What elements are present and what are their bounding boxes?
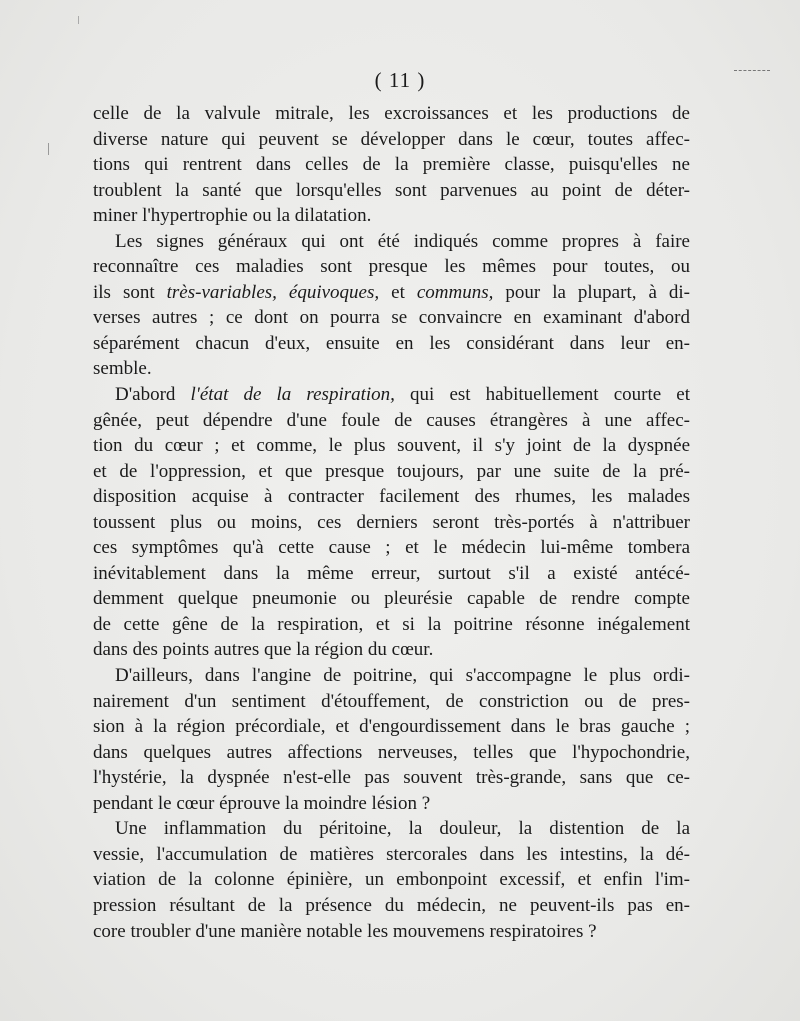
text-line: D'abord l'état de la respiration, qui est habituellement courte et [115,384,690,406]
text-line: pression résultant de la présence du médecin, ne peuvent-ils pas en- [93,894,690,916]
text-line: celle de la valvule mitrale, les excroissances et les productions de [93,103,690,124]
text-line: diverse nature qui peuvent se développer dans le cœur, toutes affec- [93,128,690,150]
text-line: inévitablement dans la même erreur, surtout s'il a existé antécé- [93,562,690,584]
text-line: Les signes généraux qui ont été indiqués comme propres à faire [115,230,690,252]
body-text [93,101,690,944]
text-line: séparément chacun d'eux, ensuite en les considérant dans leur en- [93,332,690,354]
margin-mark [48,143,49,155]
text-line: semble. [93,358,152,380]
text-line: core troubler d'une manière notable les mouvemens respiratoires ? [93,920,597,942]
text-line: tions qui rentrent dans celles de la première classe, puisqu'elles ne [93,154,690,176]
page-number: ( 11 ) [374,68,426,92]
text-line: Une inflammation du péritoine, la douleur, la distention de la [115,818,690,840]
text-line: verses autres ; ce dont on pourra se convaincre en examinant d'abord [93,307,690,329]
text-line: dans quelques autres affections nerveuses, telles que l'hypochondrie, [93,741,690,763]
text-line: et de l'oppression, et que presque toujours, par une suite de la pré- [93,460,690,482]
text-line: demment quelque pneumonie ou pleurésie capable de rendre compte [93,588,690,610]
text-line: ces symptômes qu'à cette cause ; et le médecin lui-même tombera [93,537,690,559]
text-line: dans des points autres que la région du cœur. [93,639,434,661]
paragraph [93,816,690,944]
text-line: reconnaître ces maladies sont presque les mêmes pour toutes, ou [93,256,690,278]
paragraph [93,382,690,663]
text-line: gênée, peut dépendre d'une foule de causes étrangères à une affec- [93,409,690,431]
margin-mark [78,16,79,24]
paragraph [93,229,690,382]
text-line: nairement d'un sentiment d'étouffement, de constriction ou de pres- [93,690,690,712]
text-line: miner l'hypertrophie ou la dilatation. [93,205,372,227]
paragraph [93,663,690,816]
text-line: disposition acquise à contracter facilement des rhumes, les malades [93,486,690,508]
text-line: tion du cœur ; et comme, le plus souvent, il s'y joint de la dyspnée [93,435,690,457]
text-line: ils sont très-variables, équivoques, et communs, pour la plupart, à di- [93,281,690,303]
text-line: de cette gêne de la respiration, et si la poitrine résonne inégalement [93,613,690,635]
text-line: viation de la colonne épinière, un embonpoint excessif, et enfin l'im- [93,869,690,891]
text-line: troublent la santé que lorsqu'elles sont parvenues au point de déter- [93,179,690,201]
text-line: l'hystérie, la dyspnée n'est-elle pas souvent très-grande, sans que ce- [93,767,690,789]
text-line: sion à la région précordiale, et d'engourdissement dans le bras gauche ; [93,716,690,738]
text-line: toussent plus ou moins, ces derniers seront très-portés à n'attribuer [93,511,690,533]
text-line: vessie, l'accumulation de matières stercorales dans les intestins, la dé- [93,843,690,865]
text-line: pendant le cœur éprouve la moindre lésion ? [93,792,431,814]
paragraph [93,101,690,229]
text-line: D'ailleurs, dans l'angine de poitrine, qui s'accompagne le plus ordi- [115,665,690,687]
